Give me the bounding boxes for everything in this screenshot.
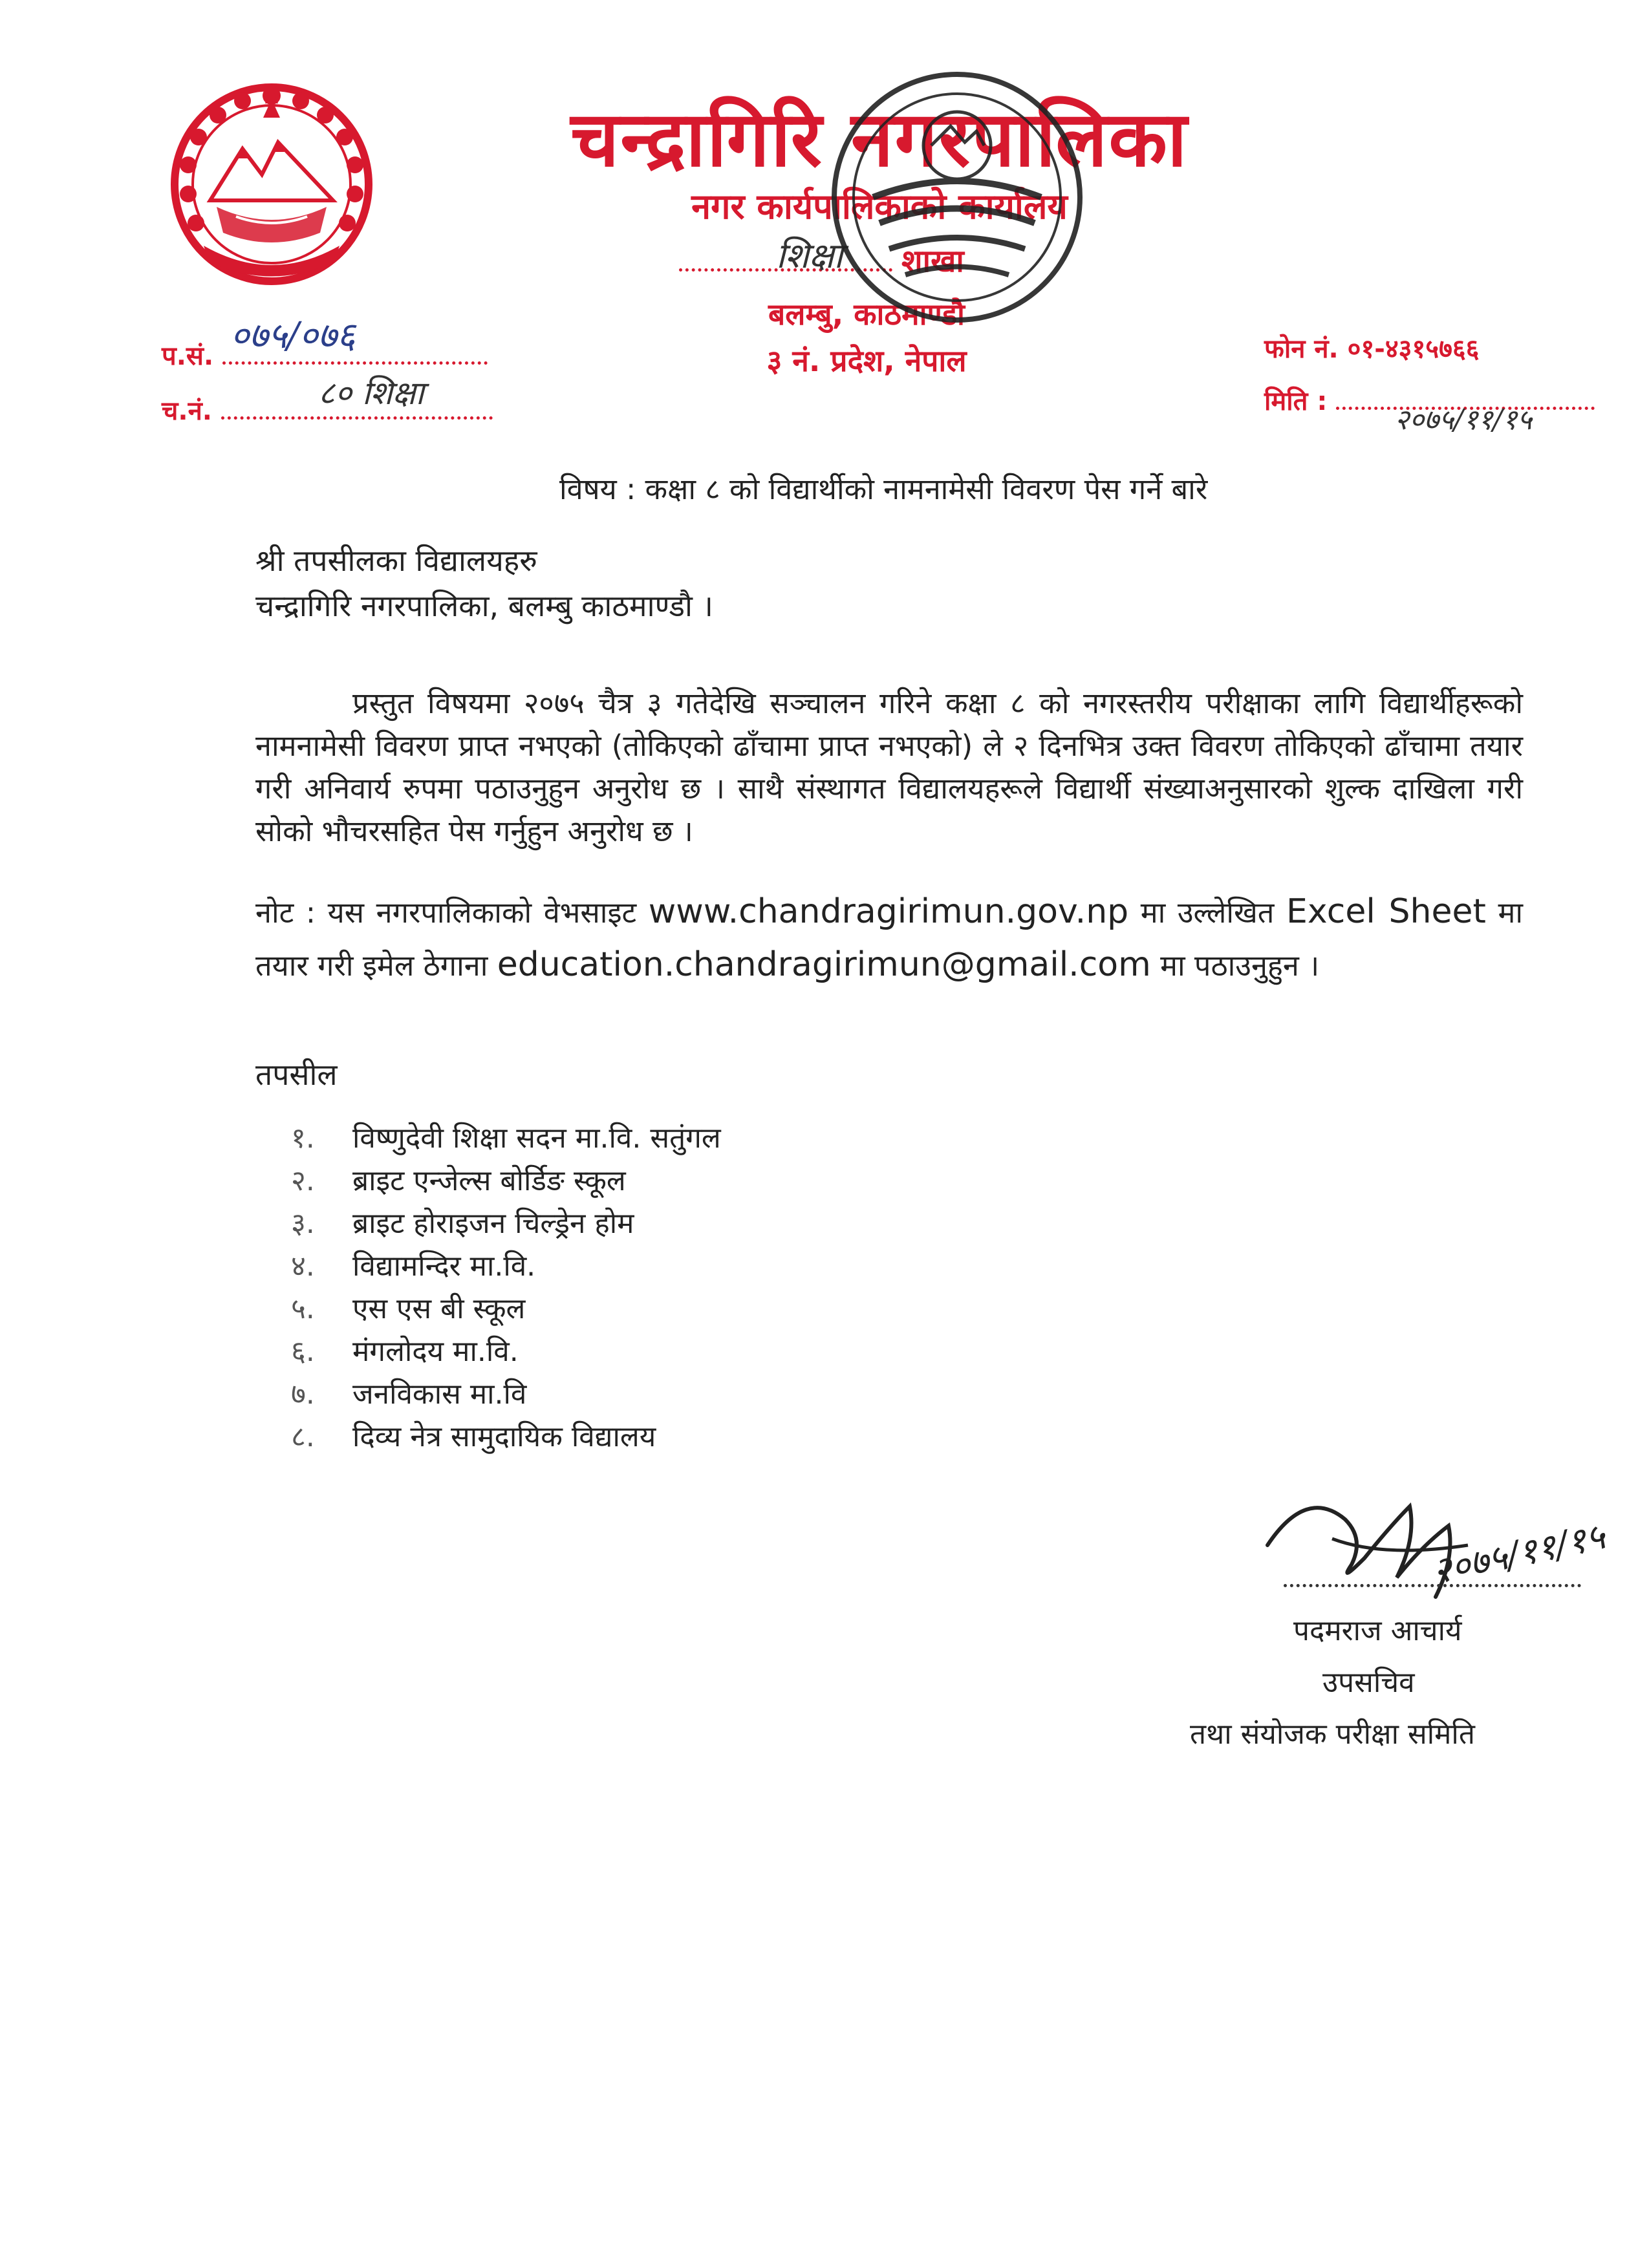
note-email: education.chandragirimun@gmail.com <box>497 945 1151 984</box>
list-title: तपसील <box>255 1057 338 1092</box>
office-seal-stamp-icon <box>821 61 1093 333</box>
phone-label: फोन नं. <box>1264 334 1339 364</box>
date-value: २०७५/११/१५ <box>1394 403 1533 436</box>
list-item: ६. मंगलोदय मा.वि. <box>291 1335 519 1368</box>
chn-label: च.नं. <box>162 396 212 426</box>
ps-line <box>162 315 488 372</box>
list-item: १. विष्णुदेवी शिक्षा सदन मा.वि. सतुंगल <box>291 1122 721 1155</box>
chn-line <box>162 374 493 427</box>
chn-fill <box>221 374 493 420</box>
note-website: www.chandragirimun.gov.np <box>648 892 1129 931</box>
list-item: ३. ब्राइट होराइजन चिल्ड्रेन होम <box>291 1207 634 1240</box>
phone-value: ०१-४३१५७६६ <box>1347 334 1480 364</box>
note-mid-1: मा उल्लेखित <box>1140 895 1275 930</box>
list-item: ७. जनविकास मा.वि <box>291 1378 527 1411</box>
phone-line <box>1264 330 1479 365</box>
address-line-1: बलम्बु, काठमाण्डौ <box>768 297 965 332</box>
subject-line: विषय : कक्षा ८ को विद्यार्थीको नामनामेसी विवरण पेस गर्ने बारे <box>559 472 1208 506</box>
note-excel: Excel Sheet <box>1286 892 1486 931</box>
ps-label: प.सं. <box>162 341 214 371</box>
signatory-name: पदमराज आचार्य <box>1293 1614 1462 1647</box>
date-fill <box>1336 378 1595 436</box>
ps-fill <box>222 315 488 365</box>
school-list <box>291 1117 721 1459</box>
signatory-role: तथा संयोजक परीक्षा समिति <box>1190 1718 1475 1751</box>
date-line <box>1264 378 1595 436</box>
list-item: २. ब्राइट एन्जेल्स बोर्डिङ स्कूल <box>291 1164 626 1197</box>
nepal-emblem-icon <box>165 78 378 291</box>
note-paragraph <box>255 886 1523 992</box>
ps-value: ०७५/०७६ <box>230 315 356 357</box>
office-subtitle: नगर कार्यपालिकाको कार्यालय <box>691 186 1068 227</box>
addressee-line-1: श्री तपसीलका विद्यालयहरु <box>255 543 537 578</box>
chn-value: ८० शिक्षा <box>318 374 424 412</box>
date-label: मिति : <box>1264 387 1328 416</box>
signature-date: २०७५/११/१५ <box>1428 1515 1609 1593</box>
branch-label: शाखा <box>901 243 964 279</box>
signatory-designation: उपसचिव <box>1322 1666 1415 1699</box>
list-item: ८. दिव्य नेत्र सामुदायिक विद्यालय <box>291 1420 656 1453</box>
body-paragraph: प्रस्तुत विषयमा २०७५ चैत्र ३ गतेदेखि सञ्चालन गरिने कक्षा ८ को नगरस्तरीय परीक्षाका लागि विद्यार्थीहरूको नामनामेसी विवरण प्राप्त नभएको (तोकिएको ढाँचामा प्राप्त नभएको) ले २ दिनभित्र उक्त विवरण तोकिएको ढाँचामा तयार गरी अनिवार्य रुपमा पठाउनुहुन अनुरोध छ । साथै संस्थागत विद्यालयहरूले विद्यार्थी संख्याअनुसारको शुल्क दाखिला गरी सोको भौचरसहित पेस गर्नुहुन अनुरोध छ । <box>255 686 1523 848</box>
list-item: ५. एस एस बी स्कूल <box>291 1292 526 1325</box>
branch-handwritten: शिक्षा <box>776 235 843 276</box>
address-line-2: ३ नं. प्रदेश, नेपाल <box>766 343 967 378</box>
note-mid-2: मा तयार गरी इमेल ठेगाना <box>255 895 1524 983</box>
list-item: ४. विद्यामन्दिर मा.वि. <box>291 1250 536 1283</box>
signature-line <box>1284 1584 1581 1587</box>
municipality-title: चन्द्रागिरि नगरपालिका <box>570 94 1189 184</box>
addressee-line-2: चन्द्रागिरि नगरपालिका, बलम्बु काठमाण्डौ । <box>255 588 713 623</box>
handwritten-signature-icon <box>1255 1448 1617 1616</box>
note-suffix: मा पठाउनुहुन । <box>1160 948 1320 983</box>
note-prefix: नोट : यस नगरपालिकाको वेभसाइट <box>255 895 637 930</box>
